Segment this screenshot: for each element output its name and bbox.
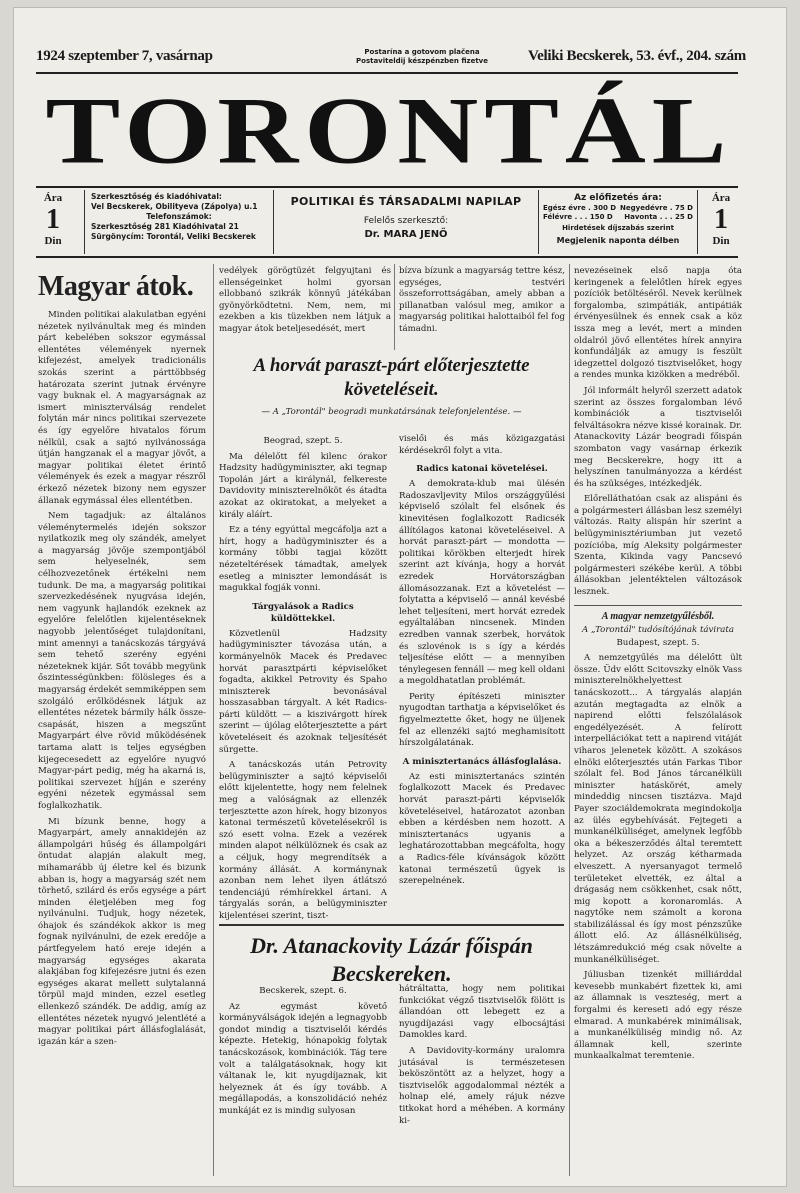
dateline-becskerek: Becskerek, szept. 6. [259, 986, 347, 996]
subs-ads: Hirdetések díjszabás szerint [562, 224, 674, 232]
col1-paragraph-1: Minden politikai alakulatban egyéni nézetek nyilvánultak meg és minden párt kebelében sokszor egymással ellentétes vélemények nyernek kifejezést, amelyek tradicionális szokás szerint a párttöbbség határozata szerint jutnak érvényre vagy buknak el. A magyarságnak az ismert miniszterválság rendelet folytán már nincs politikai szervezete és így egyelőre hivatalos fórum nélkül, csak a sajtó nyilvánossága útján hangzanak el a magyar jövőt, a magyar politikai életet érintő vélemények és ezek a magyar részről érkező nézetek bizony nem egyszer állanak egymással éles ellentétben. [38, 310, 206, 506]
issue-date: 1924 szeptember 7, vasárnap [36, 48, 213, 64]
column-1 [38, 266, 206, 1052]
atanackovity-b2: A Davidovity-kormány uralomra jutásával is természetesen beköszöntött az a helyzet, hogy a tisztviselők aggodalommal nézték a holnap elé, amely rájuk nézve titkokat hord a méhében. A kormány ki- [399, 1045, 565, 1126]
headline-magyar-atok: Magyar átok. [38, 271, 194, 302]
office-line-4: Szerkesztőség 281 Kiadóhivatal 21 [91, 222, 239, 231]
subs-daily: Megjelenik naponta délben [556, 236, 680, 245]
price-label-bottom-right: Din [712, 235, 730, 247]
col4-paragraph-2: Jól informált helyről szerzett adatok szerint az összes forgalomban lévő kombinációk a tisztviselői felváltásokra nézve kissé korainak. Dr. Atanackovity Lázár beogradi főispán szombaton vagy vasárnap érkezik meg Becskerekre, hogy itt a helyszínen tanulmányozza a kérdést és ha szükséges, intézkedjék. [574, 385, 742, 489]
issue-number: Veliki Becskerek, 53. évf., 204. szám [527, 48, 746, 64]
col2-paragraph-1: vedélyek görögtüzét felgyujtani és ellenségeinket holmi gyorsan ellobbanó szikrák könnyű játékában gyönyörködtetni. Nem, nem, mi ezekben a kis tüzekben nem látjuk a magyar átok beteljesedését, mert [219, 266, 391, 334]
office-line-1: Szerkesztőség és kiadóhivatal: [91, 192, 222, 201]
column-2-top [219, 266, 391, 340]
dateline-beograd: Beograd, szept. 5. [263, 436, 343, 446]
column-3-top [399, 266, 565, 340]
article-atanackovity-header [219, 924, 564, 988]
headline-nemzetgyules: A magyar nemzetgyűlésből. [574, 605, 742, 624]
horvat-b1: viselői és más közigazgatási kérdésekről folyt a vita. [399, 434, 565, 456]
article-horvat-body [219, 434, 565, 921]
center-info [276, 194, 536, 242]
column-rule-1 [213, 264, 214, 1176]
subscription-info [538, 190, 698, 254]
atanackovity-b1: hátráltatta, hogy nem politikai funkciókat végző tisztviselők fölött is állandóan ott lebegett ez a nyugdíjazási vagy elbocsájtási Damokles kard. [399, 984, 565, 1041]
col3-paragraph-1: bízva bízunk a magyarság tettre kész, egységes, testvéri összeforrottságában, amely abban a pillanatban valósul meg, amikor a magyarság politikai halottaiból fel fog támadni. [399, 266, 565, 334]
editor-label: Felelős szerkesztő: [363, 216, 449, 226]
col1-paragraph-3: Mi bízunk benne, hogy a Magyarpárt, amely annakidején az állampolgári hűség és állampolgári öntudat alapján alakult meg, mihamarább új életre kel és bizunk abban is, hogy a magyarság szét nem törhető, szilárd és erős egysége a párt minden életjelében meg fog nyilvánulni. Tudjuk, hogy nézetek, óhajok és szándékok akkor is meg fognak nyilvánulni, de ezek eredője a pártfegyelem ható ereje idején a magyarság egységes akarata alakjában fog kifejezésre jutni és ezen egységes akarat mellett sulytalanná törpül majd minden, ezzel esetleg ellenkező szándék. De addig, amíg az ellentétes nézetek nyugvó jelentlété a magyar politikai párt állásfoglalását, igazán kár a szen- [38, 816, 206, 1047]
newspaper-page [14, 8, 786, 1186]
article-atanackovity-col-b [399, 984, 565, 1131]
postal-line-1: Postarína a gotovom plačena [364, 48, 480, 56]
horvat-b2: A demokrata-klub mai ülésén Radoszavljevity Milos országgyűlési képviselő szólalt fel elsőnek és kinevitésen foglalkozott Radicsék állítólagos katonai követeléseivel. A horvát paraszt-párt — mondotta — politikai körökben elterjedt hírek szerint azt kívánja, hogy a horvát ezredek Horvátországban állomásozzanak. Ezt a követelést — folytatta a képviselő — annál kevésbé lehet teljesíteni, mert horvát ezredek egyáltalában nincsenek. Minden ezredben vannak szerbek, horvátok és szlovénok is s így a kérdés teljesítése előtt — a mennyiben ténylegesen fennáll — meg kell oldani a megoldhatatlan problémát. [399, 479, 565, 687]
postal-note [322, 48, 522, 66]
info-bar [36, 186, 738, 258]
subs-r2b: Havonta . . . 25 D [624, 213, 693, 221]
price-value: 1 [46, 204, 60, 235]
col4-paragraph-5: Júliusban tizenkét milliárddal kevesebb munkabért fizettek ki, ami az államnak is veszteség, mert a forgalmi és kereseti adó egy része elmarad. A munkabérek minimálisak, a munkanélküliség mindig nő. Az államnak kell, szerinte munkaalkalmat teremtenie. [574, 970, 742, 1062]
article-horvat-header [219, 354, 564, 418]
office-line-2: Vel Becskerek, Obilityeva (Zápolya) u.1 [91, 202, 258, 211]
editor-name: Dr. MARA JENŐ [364, 229, 448, 240]
top-line [32, 40, 746, 74]
section-targyalasok: Tárgyalások a Radics küldöttekkel. [252, 601, 354, 624]
price-label-bottom: Din [44, 235, 62, 247]
col4-paragraph-4: A nemzetgyűlés ma délelőtt ült össze. Üdv előtt Scitovszky elnök Vass miniszterelnökhelyettest tanácskozott... A tárgyalás alapján azután megtagadta az elnök a napirend előtti felszólalások engedélyezését. A felírott interpellációkat tett a napirend vitáját viharos jelenetek között. A szokásos elnöki előterjesztés után Farkas Tibor szólalt fel. Bod János tárcanélküli miniszter hatáskörét, amely mindeddig nincsen tisztázva. Majd Payer szociáldemokrata megindokolja az ülés egybehívását. Fejtegeti a munkanélküliséget, amelynek legfőbb oka a békeszerződés által teremtett helyzet. Az ország kétharmada elveszett. A nyersanyagot termelő területeket elvették, ez által a drágaság nem csökkenhet, csak nőtt, mig kopott a koronaromlás. A nagytőke nem számolt a korona stabilizálással és így most pénzszűke állott elő. Az állásnélküliség, létszámredukció még csak növelte a munkanélküliséget. [574, 653, 742, 965]
horvat-a3: Közvetlenül Hadzsity hadügyminiszter távozása után, a kormányelnök Macek és Predavec horvát parasztpárti képviselőket fogadta, akikkel Petrovity és Spaho miniszterek bevonásával hosszasabban tárgyalt. A két Radics-párti küldött — a kiszivárgott hírek szerint — újólag előterjesztette a párt követeléseit és azoknak teljesítését sürgette. [219, 628, 387, 755]
col4-paragraph-1: nevezéseinek első napja óta keringenek a felelőtlen hírek egyes pozíciók betöltéséről. Nevek kerülnek forgalomba, szimpátiák, antipátiák érvényesülnek és ennek csak a köz issza meg a levét, mert a minden oldalról jövő ellentétes hírek annyira konfundálják az amugy is feszült idegzettel dolgozó tisztviselőket, hogy a rendes munka kizökken a medréből. [574, 266, 742, 381]
column-rule-2a [394, 264, 395, 350]
column-rule-3 [569, 264, 570, 1176]
headline-horvat: A horvát paraszt-párt előterjesztette követeléseit. [253, 355, 530, 400]
price-label-top: Ára [43, 192, 63, 204]
subs-r1b: Negyedévre . 75 D [620, 204, 693, 212]
dateline-budapest: Budapest, szept. 5. [616, 637, 700, 648]
horvat-b4: Az esti minisztertanács szintén foglalkozott Macek és Predavec horvát paraszt-párti képviselők követeléseivel, határozatot azonban ebben a kérdésben nem hozott. A minisztertanács ugyanis a leghatározottabban megcáfolta, hogy a Radics-féle kívánságok között katonai természetű ügyek is szerepelnének. [399, 771, 565, 887]
section-radics-katonai: Radics katonai követelései. [416, 464, 548, 475]
article-atanackovity-col-a [219, 984, 387, 1122]
price-right [704, 192, 738, 248]
column-4 [574, 266, 742, 1067]
section-minisztertanacs: A minisztertanács állásfoglalása. [402, 756, 562, 767]
atanackovity-a1: Az egymást követő kormányválságok idején a legnagyobb gondot mindig a tisztviselői kérdés képezte. Hetekig, hónapokig folytak tanácskozások, kombinációk. Tág tere volt a találgatásoknak, hogy kit váltanak le, kit nyugdíjaznak, kit helyeznek át és így tovább. A megállapodás, a konszolidáció nehéz munkáját ez is mindig sulyosan [219, 1001, 387, 1116]
postal-line-2: Postaviteldij készpénzben fizetve [356, 57, 488, 65]
article-horvat-col-a [219, 434, 387, 927]
horvat-b3: Perity építészeti miniszter nyugodtan tarthatja a képviselőket és figyelmeztette őket, hogy ne üljenek fel az ellenzéki sajtó meghamisított hírszolgálatának. [399, 691, 565, 749]
price-label-top-right: Ára [711, 192, 731, 204]
horvat-a4: A tanácskozás után Petrovity belügyminiszter a sajtó képviselői előtt kijelentette, hogy nem felelnek meg a valóságnak az ellenzék terjesztette azon hírek, hogy bizonyos katonai természetű követelésekről is szó esett volna. Ezek a vezérek minden alapot nélkülöznek és csak az a céljuk, hogy megrendítsék a kormány állását. A kormánynak azonban nem lehet ilyen átlátszó tendenciájú rémhírekkel ártani. A tárgyalás során, a belügyminiszter kijelentései szerint, tiszt- [219, 760, 387, 921]
subtitle: POLITIKAI ÉS TÁRSADALMI NAPILAP [290, 195, 522, 208]
office-info [84, 190, 274, 254]
masthead-title: TORONTÁL [45, 78, 733, 184]
byline-horvat: — A „Torontál" beogradi munkatársának telefonjelentése. — [261, 407, 522, 417]
subs-r2a: Félévre . . . 150 D [543, 213, 613, 221]
top-rule [36, 72, 738, 74]
byline-nemzetgyules: A „Torontál" tudósítójának távirata [582, 624, 734, 635]
article-horvat-col-b [399, 434, 565, 892]
price-value-right: 1 [714, 204, 728, 235]
office-line-3: Telefonszámok: [146, 212, 212, 221]
col4-paragraph-3: Előrelláthatóan csak az alispáni és a polgármesteri állásban lesz személyi változás. Raity alispán hír szerint a belügyminisztériumban jut vezető pozícióba, míg Aleksity polgármester Szenta, Kikinda vagy Pancsevó polgármesteri székébe kerül. A többi állásokban jelentéktelen változások lesznek. [574, 494, 742, 598]
headline-atanackovity: Dr. Atanackovity Lázár főispán Becskereken. [250, 933, 533, 986]
subs-r1a: Egész évre . 300 D [543, 204, 617, 212]
horvat-a2: Ez a tény egyúttal megcáfolja azt a hírt, hogy a hadügyminiszter és a kormány többi tagjai között nézeteltérések támadtak, amelyek esetleg a miniszter lemondását is magukkal fogják vonni. [219, 525, 387, 594]
price-left [36, 192, 70, 248]
horvat-a1: Ma délelőtt fél kilenc órakor Hadzsity hadügyminiszter, aki tegnap Topolán járt a királynál, felkereste Davidovity miniszterelnököt és átadta azokat az okiratokat, a melyeket a király aláírt. [219, 451, 387, 520]
col1-paragraph-2: Nem tagadjuk: az általános véleménytermelés idején sokszor nyilatkozik meg oly szándék, amelyet a magyarság jövője szempontjából sem helyeselnék, sem célhozvezetőnek értékelni nem tudunk. De ma, a magyarság politikai szervezkedésének nyugvása idején, nem vagyunk hajlandók ezeknek az egyelőre felelőtlen kijelentéseknek nagyobb jelentőséget tulajdonítani, mint amennyi a tanácskozás tárgyává sem tehető szerény egyéni nézeteknek kijár. Sőt tovább megyünk őszintességünkben: fölösleges és a magyarság érdekét semmiképpen sem szolgáló erőlködésnek látjuk az ellentétes nézetek bármily hálk össze-csapását, hiszen a megszűnt Magyarpárt élve rövid működésének tartama alatt is teljes egységben kijegecesedett az egyelőre nyugvó Magyar-párt pedig, még ha akarná is, politikai szervezet híjján e szerény egyéni nézetek egymással sem foglalkozhatik. [38, 511, 206, 811]
subs-title: Az előfizetés ára: [574, 193, 662, 203]
office-line-5: Sürgönycím: Torontál, Veliki Becskerek [91, 232, 256, 241]
